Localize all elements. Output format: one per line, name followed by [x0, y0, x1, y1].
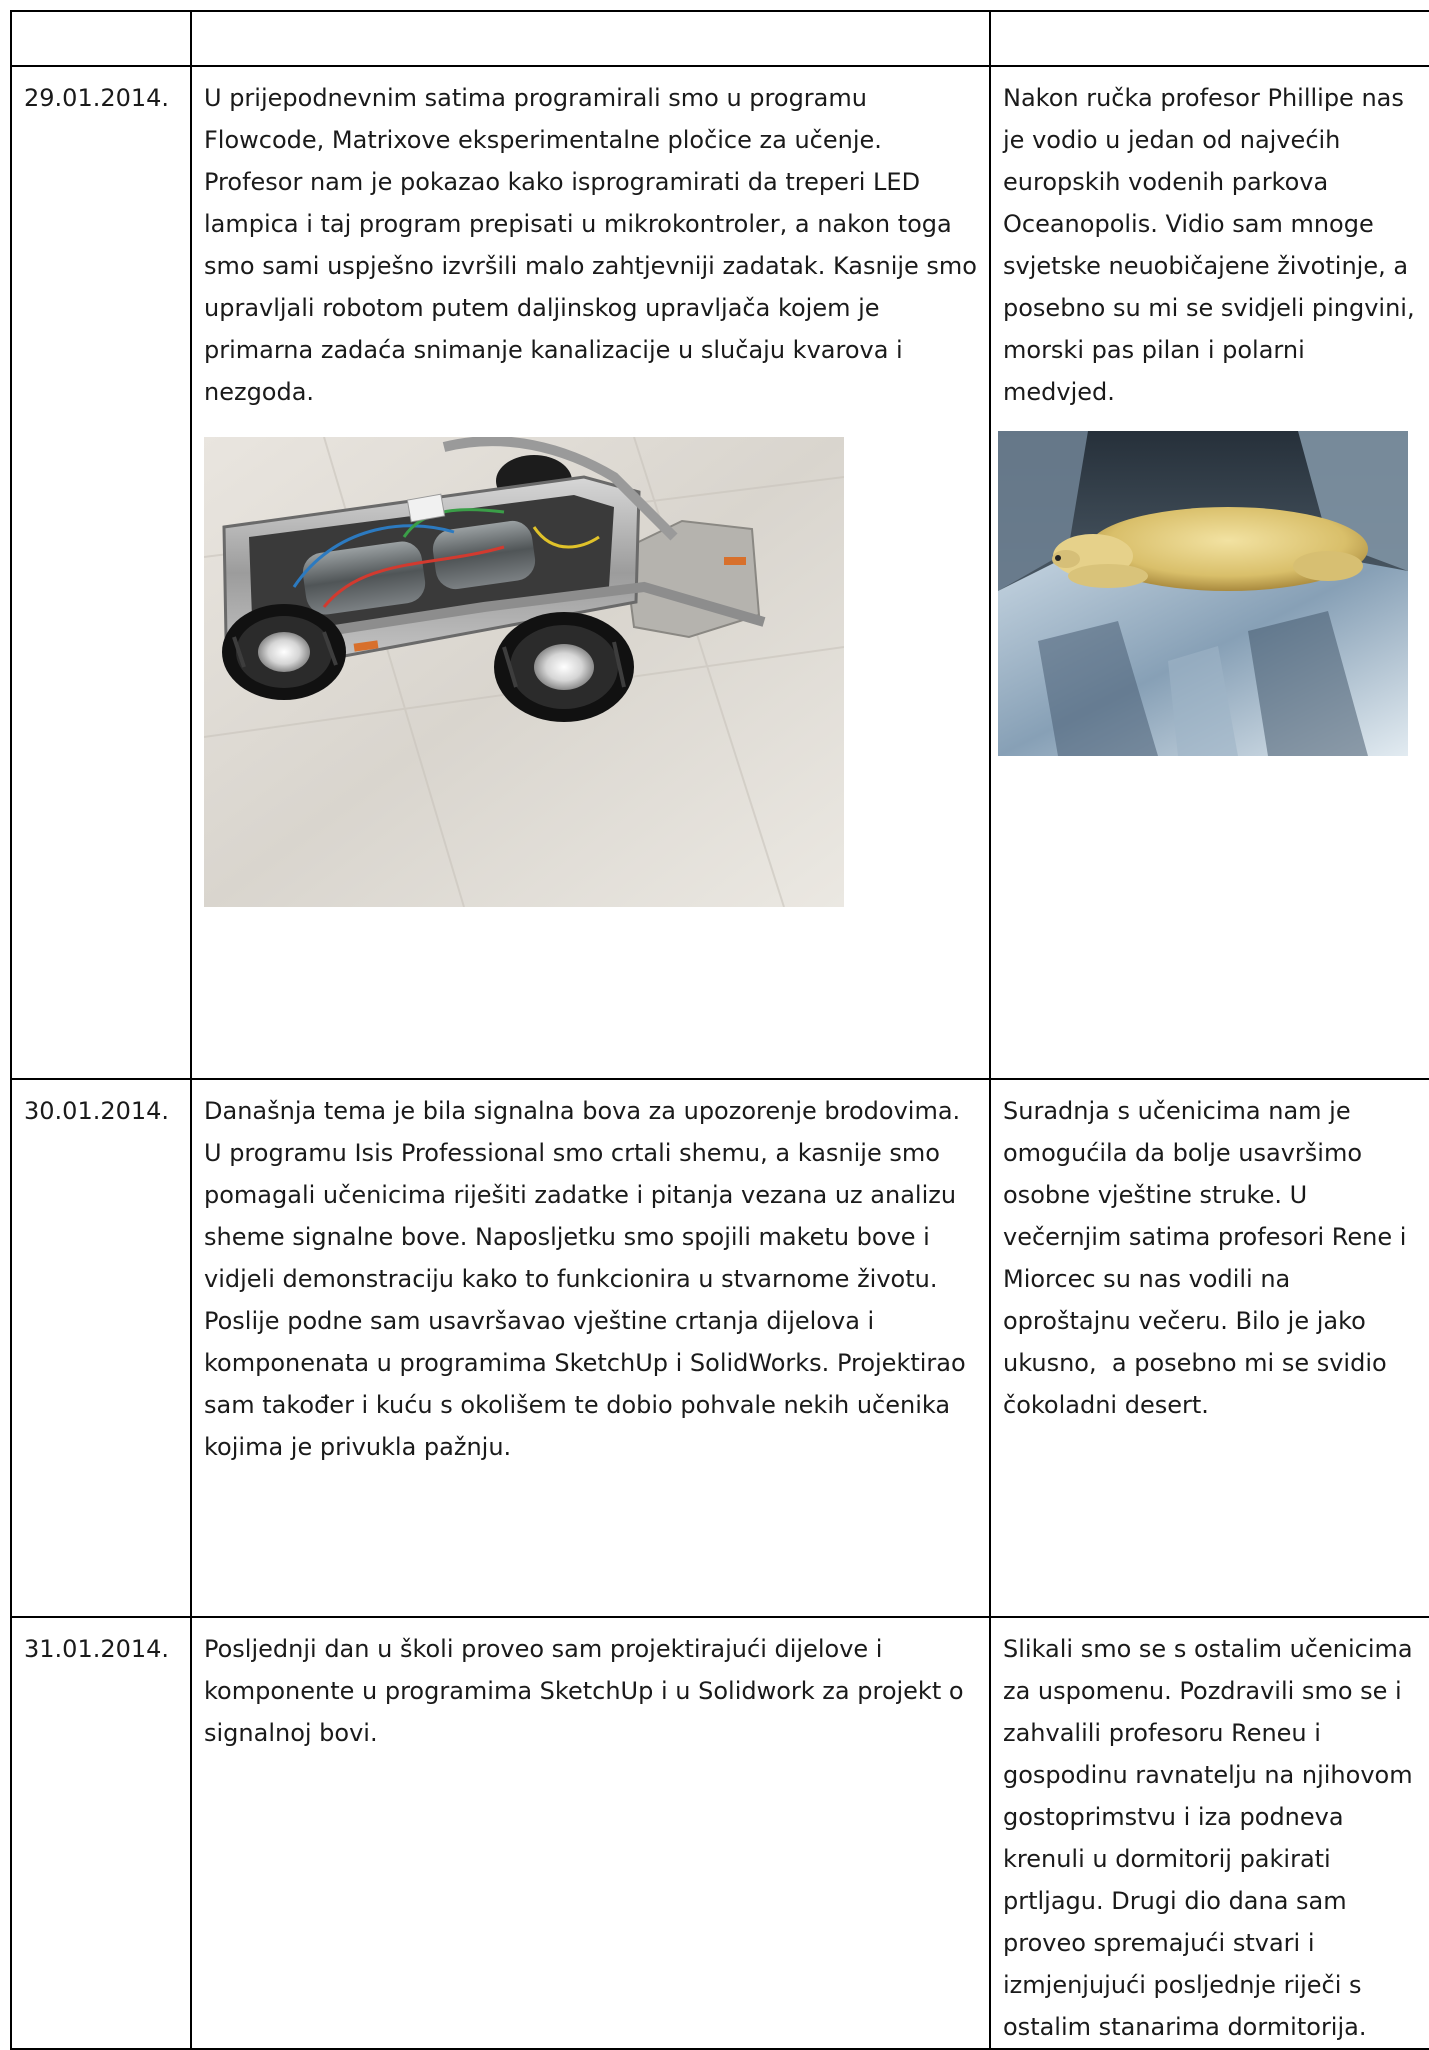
date-cell: 31.01.2014.	[11, 1617, 191, 2049]
work-paragraph: Današnja tema je bila signalna bova za upozorenje brodovima. U programu Isis Professional smo crtali shemu, a kasnije smo pomagali učenicima riješiti zadatke i pitanja vezana uz analizu sheme signalne bove. Naposljetku smo spojili maketu bove i vidjeli demonstraciju kako to funkcionira u stvarnome životu.	[204, 1097, 968, 1293]
free-time-text: Slikali smo se s ostalim učenicima za uspomenu. Pozdravili smo se i zahvalili profesoru Reneu i gospodinu ravnatelju na njihovom gostoprimstvu i iza podneva krenuli u dormitorij pakirati prtljagu. Drugi dio dana sam proveo spremajući stvari i izmjenjujući posljednje riječi s ostalim stanarima dormitorija.	[1003, 1635, 1421, 2041]
free-time-cell	[990, 66, 1429, 1079]
free-time-text: Nakon ručka profesor Phillipe nas je vodio u jedan od najvećih europskih vodenih parkova Oceanopolis. Vidio sam mnoge svjetske neuobičajene životinje, a posebno su mi se svidjeli pingvini, morski pas pilan i polarni medvjed.	[1003, 84, 1423, 406]
work-paragraph: U prijepodnevnim satima programirali smo u programu Flowcode, Matrixove eksperimentalne pločice za učenje. Profesor nam je pokazao kako isprogramirati da treperi LED lampica i taj program prepisati u mikrokontroler, a nakon toga smo sami uspješno izvršili malo zahtjevniji zadatak. Kasnije smo upravljali robotom putem daljinskog upravljača kojem je primarna zadaća snimanje kanalizacije u slučaju kvarova i nezgoda.	[204, 84, 985, 406]
free-time-cell	[990, 1617, 1429, 2049]
work-paragraph: Posljednji dan u školi proveo sam projektirajući dijelove i komponente u programima SketchUp i u Solidwork za projekt o signalnoj bovi.	[204, 1635, 972, 1747]
work-cell	[191, 66, 990, 1079]
polar-bear-photo	[998, 431, 1408, 756]
header-cell-work	[191, 11, 990, 66]
inspection-robot-photo	[204, 437, 844, 907]
header-row	[11, 11, 1429, 66]
table-row	[11, 1617, 1429, 2049]
table-row	[11, 66, 1429, 1079]
date-cell: 30.01.2014.	[11, 1079, 191, 1617]
header-cell-date	[11, 11, 191, 66]
free-time-text: Suradnja s učenicima nam je omogućila da bolje usavršimo osobne vještine struke. U večernjim satima profesori Rene i Miorcec su nas vodili na oproštajnu večeru. Bilo je jako ukusno, a posebno mi se svidio čokoladni desert.	[1003, 1097, 1415, 1419]
free-time-cell	[990, 1079, 1429, 1617]
work-cell	[191, 1079, 990, 1617]
table-row	[11, 1079, 1429, 1617]
header-cell-free	[990, 11, 1429, 66]
work-paragraph: Poslije podne sam usavršavao vještine crtanja dijelova i komponenata u programima SketchUp i SolidWorks. Projektirao sam također i kuću s okolišem te dobio pohvale nekih učenika kojima je privukla pažnju.	[204, 1307, 974, 1461]
diary-table	[10, 10, 1429, 2050]
work-cell	[191, 1617, 990, 2049]
date-cell: 29.01.2014.	[11, 66, 191, 1079]
